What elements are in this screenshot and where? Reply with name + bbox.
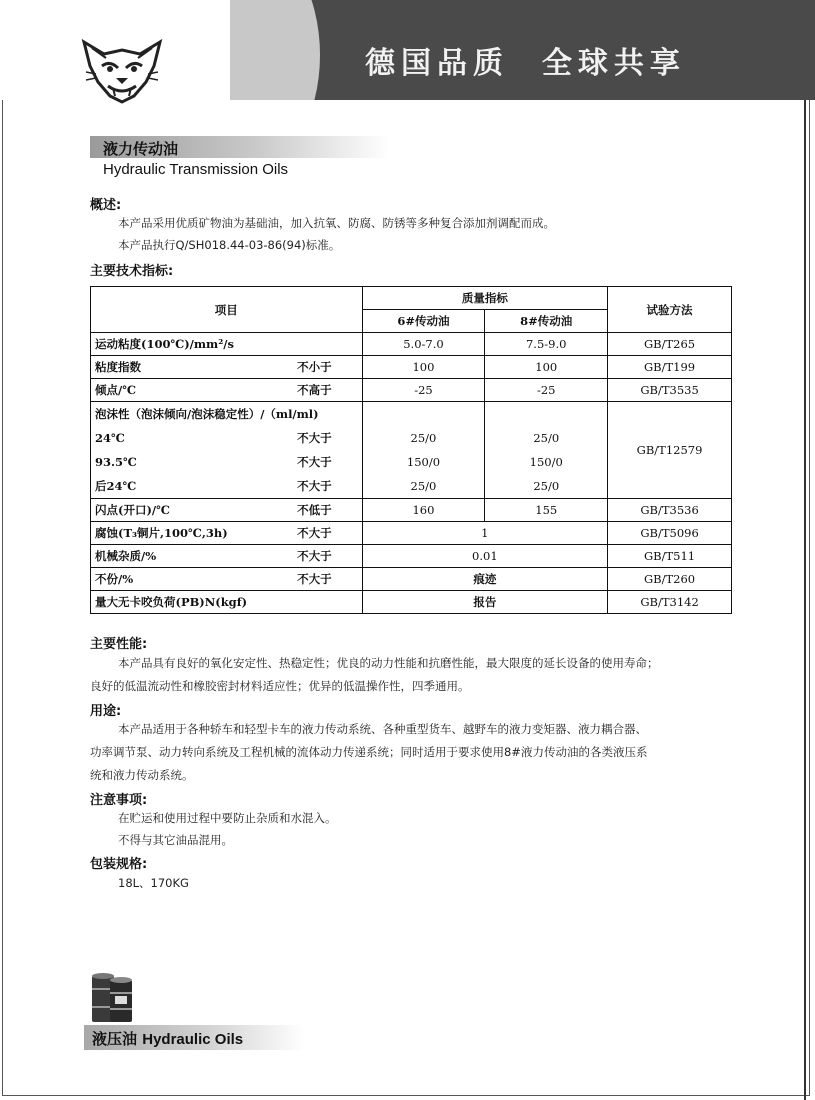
row-condition: 不高于 (297, 383, 332, 397)
row-method: GB/T511 (608, 545, 732, 568)
row-value-6: 160 (362, 499, 485, 522)
row-method: GB/T5096 (608, 522, 732, 545)
performance-heading: 主要性能: (90, 637, 148, 652)
row-condition: 不大于 (297, 479, 332, 493)
row-condition: 不大于 (297, 549, 332, 563)
row-value-8: 100 (485, 356, 608, 379)
notes-heading: 注意事项: (90, 793, 148, 808)
row-method: GB/T265 (608, 333, 732, 356)
row-method: GB/T3535 (608, 379, 732, 402)
notes-line-2: 不得与其它油品混用。 (118, 833, 233, 847)
row-label-cell (91, 356, 363, 379)
row-value: 0.01 (362, 545, 608, 568)
row-value-6: -25 (362, 379, 485, 402)
row-value-6: 25/0 (410, 431, 437, 445)
foam-spacer (489, 402, 603, 426)
table-row (91, 568, 732, 591)
row-value-8: 25/0 (533, 479, 560, 493)
performance-line-1: 本产品具有良好的氧化安定性、热稳定性；优良的动力性能和抗磨性能，最大限度的延长设备的使用寿命； (118, 656, 659, 670)
row-value-8: 155 (485, 499, 608, 522)
row-value: 报告 (362, 591, 608, 614)
usage-line-1: 本产品适用于各种轿车和轻型卡车的液力传动系统、各种重型货车、越野车的液力变矩器、液力耦合器、 (118, 722, 647, 736)
row-condition: 不大于 (297, 526, 332, 540)
row-value-6: 150/0 (406, 455, 441, 469)
right-edge-rule (804, 0, 806, 1100)
table-header-8: 8#传动油 (485, 310, 608, 333)
footer-title-cn: 液压油 (92, 1030, 138, 1048)
row-label-cell (91, 379, 363, 402)
row-condition: 不大于 (297, 572, 332, 586)
row-value-6: 5.0-7.0 (362, 333, 485, 356)
row-method: GB/T199 (608, 356, 732, 379)
row-condition: 不低于 (297, 503, 332, 517)
spec-table (90, 286, 732, 614)
row-method: GB/T3142 (608, 591, 732, 614)
table-row (91, 522, 732, 545)
row-method: GB/T260 (608, 568, 732, 591)
row-value-8: -25 (485, 379, 608, 402)
row-label-cell (91, 499, 363, 522)
row-value-8: 25/0 (533, 431, 560, 445)
usage-line-2: 功率调节泵、动力转向系统及工程机械的流体动力传递系统；同时适用于要求使用8#液力传动油的各类液压系 (90, 745, 648, 759)
packaging-heading: 包装规格: (90, 857, 148, 872)
notes-line-1: 在贮运和使用过程中要防止杂质和水混入。 (118, 811, 337, 825)
row-method: GB/T3536 (608, 499, 732, 522)
table-row (91, 356, 732, 379)
usage-line-3: 统和液力传动系统。 (90, 768, 194, 782)
row-label-cell (91, 522, 363, 545)
row-condition: 不小于 (297, 360, 332, 374)
performance-line-2: 良好的低温流动性和橡胶密封材料适应性；优异的低温操作性，四季通用。 (90, 679, 470, 693)
oil-drum-icon (90, 972, 134, 1024)
foam-sub-row (95, 450, 358, 474)
row-name: 不份/% (95, 572, 134, 586)
table-row (91, 333, 732, 356)
table-header-6: 6#传动油 (362, 310, 485, 333)
overview-line-2: 本产品执行Q/SH018.44-03-86(94)标准。 (118, 238, 341, 252)
header-slogan: 德国品质 全球共享 (365, 46, 686, 81)
foam-sub-row (95, 426, 358, 450)
row-label-cell (91, 545, 363, 568)
row-value-6: 100 (362, 356, 485, 379)
cat-head-logo-icon (80, 36, 164, 104)
row-name: 倾点/℃ (95, 383, 136, 397)
foam-sub-row (95, 474, 358, 498)
packaging-value: 18L、170KG (118, 876, 189, 890)
row-name: 泡沫性（泡沫倾向/泡沫稳定性）/（ml/ml) (95, 407, 319, 421)
row-value-6: 25/0 (410, 479, 437, 493)
overview-heading: 概述: (90, 198, 122, 213)
row-name: 闪点(开口)/℃ (95, 503, 170, 517)
row-label-cell (91, 568, 363, 591)
foam-temp: 24℃ (95, 431, 125, 445)
row-condition: 不大于 (297, 431, 332, 445)
product-title-en: Hydraulic Transmission Oils (103, 161, 289, 178)
row-name: 运动粘度(100℃)/mm²/s (91, 333, 363, 356)
row-name: 量大无卡咬负荷(PB)N(kgf) (91, 591, 363, 614)
foam-spacer (367, 402, 481, 426)
foam-temp: 后24℃ (95, 479, 137, 493)
row-name: 粘度指数 (95, 360, 141, 374)
table-row (91, 402, 732, 499)
table-header-item: 项目 (91, 287, 363, 333)
spec-heading: 主要技术指标: (90, 264, 174, 279)
overview-line-1: 本产品采用优质矿物油为基础油，加入抗氧、防腐、防锈等多种复合添加剂调配而成。 (118, 216, 555, 230)
foam-label-cell (91, 402, 363, 499)
row-value-8: 7.5-9.0 (485, 333, 608, 356)
table-row (91, 499, 732, 522)
table-header-method: 试验方法 (608, 287, 732, 333)
foam-values-6 (362, 402, 485, 499)
product-title-cn: 液力传动油 (103, 140, 179, 158)
table-row (91, 591, 732, 614)
usage-heading: 用途: (90, 704, 122, 719)
row-name: 腐蚀(T₃铜片,100℃,3h) (95, 526, 228, 540)
row-condition: 不大于 (297, 455, 332, 469)
row-value: 痕迹 (362, 568, 608, 591)
row-name: 机械杂质/% (95, 549, 157, 563)
row-value-8: 150/0 (529, 455, 563, 469)
foam-values-8 (485, 402, 608, 499)
foam-temp: 93.5℃ (95, 455, 137, 469)
footer-title-en: Hydraulic Oils (142, 1031, 244, 1048)
footer-title (92, 1028, 243, 1049)
row-method: GB/T12579 (608, 402, 732, 499)
row-value: 1 (362, 522, 608, 545)
table-header-quality: 质量指标 (362, 287, 608, 310)
table-row (91, 545, 732, 568)
table-row (91, 379, 732, 402)
